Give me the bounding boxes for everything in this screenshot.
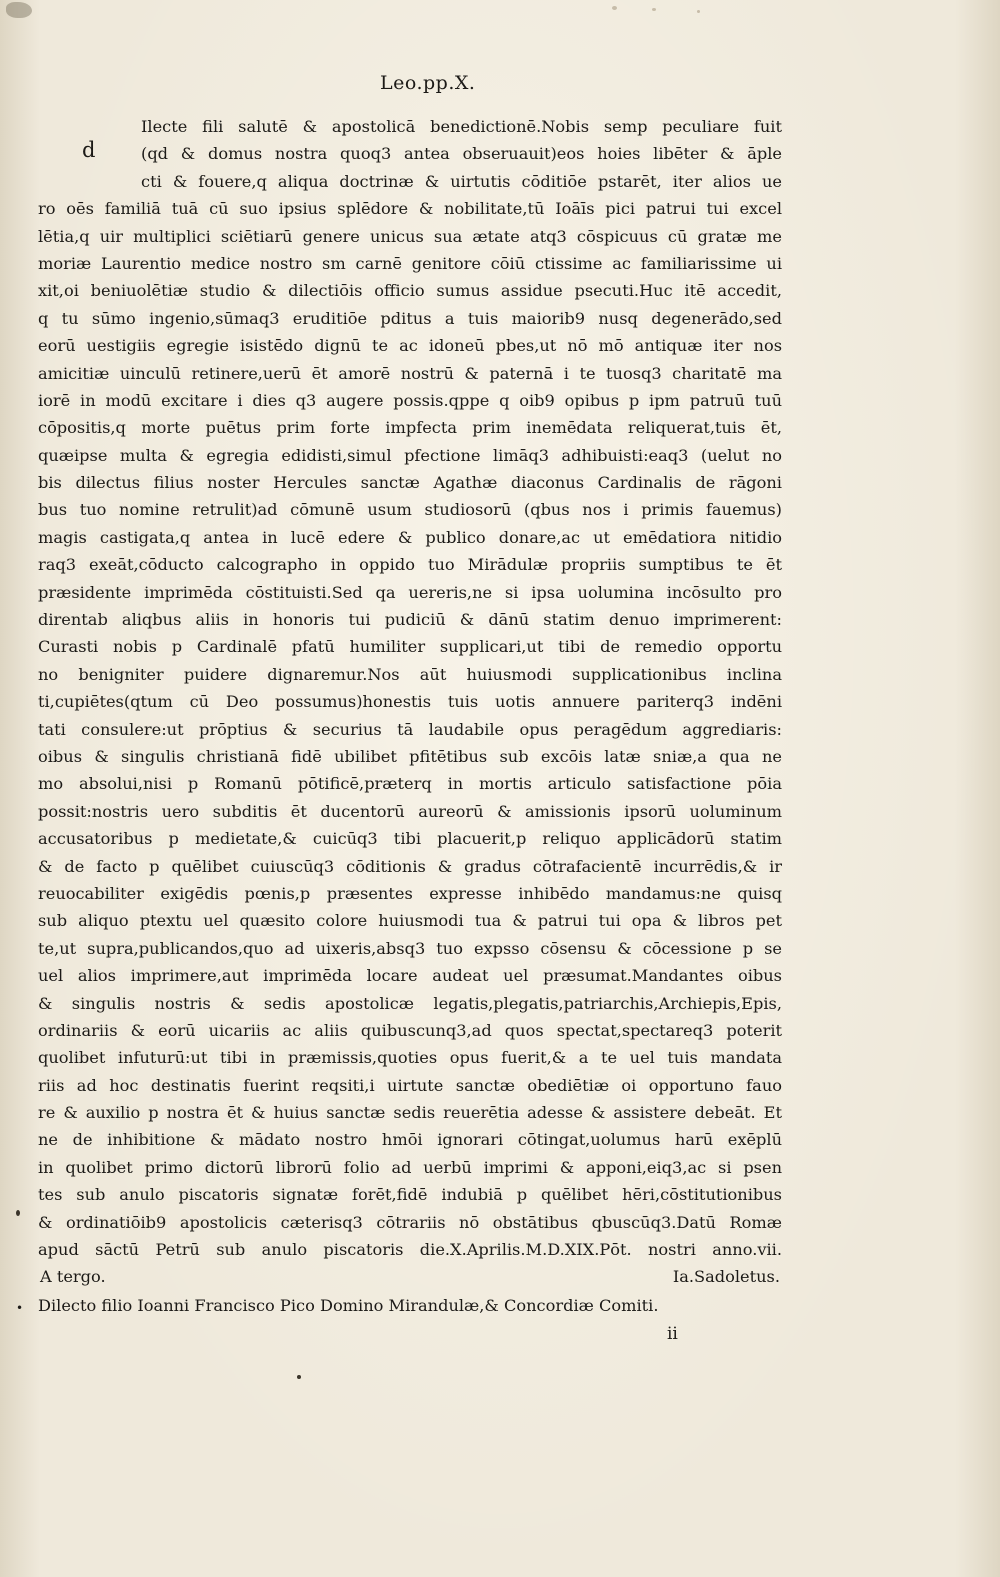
text-line: raq3 exeāt,cōducto calcographo in oppido tuo Mirādulæ propriis sumptibus te ēt (38, 555, 782, 575)
text-line: xit,oi beniuolētiæ studio & dilectiōis officio sumus assidue psecuti.Huc itē accedit, (38, 281, 782, 301)
text-line: riis ad hoc destinatis fuerint reqsiti,i uirtute sanctæ obediētiæ oi opportuno fauo (38, 1075, 782, 1095)
text-line: cti & fouere,q aliqua doctrinæ & uirtutis cōditiōe pstarēt, iter alios ue (141, 171, 782, 191)
text-line: tati consulere:ut prōptius & securius tā laudabile opus peragēdum aggrediaris: (38, 719, 782, 739)
text-line: amicitiæ uinculū retinere,uerū ēt amorē nostrū & paternā i te tuosq3 charitatē ma (38, 363, 782, 383)
text-line: possit:nostris uero subditis ēt ducentorū aureorū & amissionis ipsorū uoluminum (38, 801, 782, 821)
text-line: ro oēs familiā tuā cū suo ipsius splēdore & nobilitate,tū Ioāīs pici patrui tui excel (38, 199, 782, 219)
text-line: & de facto p quēlibet cuiuscūq3 cōditionis & gradus cōtrafacientē incurrēdis,& ir (38, 856, 782, 876)
text-line: magis castigata,q antea in lucē edere & publico donare,ac ut emēdatiora nitidio (38, 527, 782, 547)
paper-speck (297, 1375, 301, 1379)
paper-speck (612, 6, 617, 10)
paper-speck (697, 10, 700, 13)
bullet-mark: • (16, 1301, 24, 1315)
text-line: & ordinatiōib9 apostolicis cæterisq3 cōtrariis nō obstātibus qbuscūq3.Datū Romæ (38, 1212, 782, 1232)
text-line: ti,cupiētes(qtum cū Deo possumus)honestis tuis uotis annuere pariterq3 indēni (38, 692, 782, 712)
text-line: tes sub anulo piscatoris signatæ forēt,fidē indubiā p quēlibet hēri,cōstitutionibus (38, 1185, 782, 1205)
text-line: moriæ Laurentio medice nostro sm carnē genitore cōiū ctissime ac familiarissime ui (38, 253, 782, 273)
margin-letter: d (82, 138, 96, 162)
text-line: cōpositis,q morte puētus prim forte impfecta prim inemēdata reliquerat,tuis ēt, (38, 418, 782, 438)
text-line: & singulis nostris & sedis apostolicæ legatis,plegatis,patriarchis,Archiepis,Epis, (38, 993, 782, 1013)
signature-left: A tergo. (40, 1267, 106, 1286)
paper-speck (652, 8, 656, 11)
text-line: (qd & domus nostra quoq3 antea obseruauit)eos hoies libēter & āple (141, 144, 782, 164)
text-line: præsidente imprimēda cōstituisti.Sed qa uereris,ne si ipsa uolumina incōsulto pro (38, 582, 782, 602)
text-line: oibus & singulis christianā fidē ubilibet pfitētibus sub excōis latæ sniæ,a qua ne (38, 746, 782, 766)
text-line: re & auxilio p nostra ēt & huius sanctæ sedis reuerētia adesse & assistere debeāt. Et (38, 1103, 782, 1123)
text-line: quæipse multa & egregia edidisti,simul pfectione limāq3 adhibuisti:eaq3 (uelut no (38, 445, 782, 465)
text-line: iorē in modū excitare i dies q3 augere possis.qppe q oib9 opibus p ipm patruū tuū (38, 390, 782, 410)
text-line: direntab aliqbus aliis in honoris tui pudiciū & dānū statim denuo imprimerent: (38, 610, 782, 630)
text-line: bis dilectus filius noster Hercules sanctæ Agathæ diaconus Cardinalis de rāgoni (38, 473, 782, 493)
text-line: no benigniter puidere dignaremur.Nos aūt huiusmodi supplicationibus inclina (38, 664, 782, 684)
running-head: Leo.pp.X. (380, 72, 476, 94)
text-line: apud sāctū Petrū sub anulo piscatoris die.X.Aprilis.M.D.XIX.Pōt. nostri anno.vii. (38, 1240, 782, 1260)
ink-stain-mark (6, 2, 32, 18)
address-line: Dilecto filio Ioanni Francisco Pico Domino Mirandulæ,& Concordiæ Comiti. (38, 1296, 659, 1315)
text-line: bus tuo nomine retrulit)ad cōmunē usum studiosorū (qbus nos i primis fauemus) (38, 500, 782, 520)
text-line: sub aliquo ptextu uel quæsito colore huiusmodi tua & patrui tui opa & libros pet (38, 911, 782, 931)
text-line: ordinariis & eorū uicariis ac aliis quibuscunq3,ad quos spectat,spectareq3 poterit (38, 1020, 782, 1040)
document-body (38, 113, 782, 1263)
text-line: eorū uestigiis egregie isistēdo dignū te ac idoneū pbes,ut nō mō antiquæ iter nos (38, 336, 782, 356)
margin-dot (16, 1210, 20, 1216)
text-line: q tu sūmo ingenio,sūmaq3 eruditiōe pditus a tuis maiorib9 nusq degenerādo,sed (38, 308, 782, 328)
text-line: quolibet infuturū:ut tibi in præmissis,quoties opus fuerit,& a te uel tuis mandata (38, 1048, 782, 1068)
signature-mark: ii (667, 1324, 678, 1344)
text-line: Ilecte fili salutē & apostolicā benedictionē.Nobis semp peculiare fuit (141, 117, 782, 136)
text-line: te,ut supra,publicandos,quo ad uixeris,absq3 tuo expsso cōsensu & cōcessione p se (38, 938, 782, 958)
text-line: mo absolui,nisi p Romanū pōtificē,præterq in mortis articulo satisfactione pōia (38, 774, 782, 794)
text-line: ne de inhibitione & mādato nostro hmōi ignorari cōtingat,uolumus harū exēplū (38, 1130, 782, 1150)
text-line: uel alios imprimere,aut imprimēda locare audeat uel præsumat.Mandantes oibus (38, 966, 782, 986)
signature-right: Ia.Sadoletus. (672, 1267, 780, 1286)
text-line: lētia,q uir multiplici sciētiarū genere unicus sua ætate atq3 cōspicuus cū gratæ me (38, 226, 782, 246)
text-line: accusatoribus p medietate,& cuicūq3 tibi placuerit,p reliquo applicādorū statim (38, 829, 782, 849)
text-line: reuocabiliter exigēdis pœnis,p præsentes expresse inhibēdo mandamus:ne quisq (38, 883, 782, 903)
text-line: in quolibet primo dictorū librorū folio ad uerbū imprimi & apponi,eiq3,ac si psen (38, 1157, 782, 1177)
text-line: Curasti nobis p Cardinalē pfatū humiliter supplicari,ut tibi de remedio opportu (38, 637, 782, 657)
